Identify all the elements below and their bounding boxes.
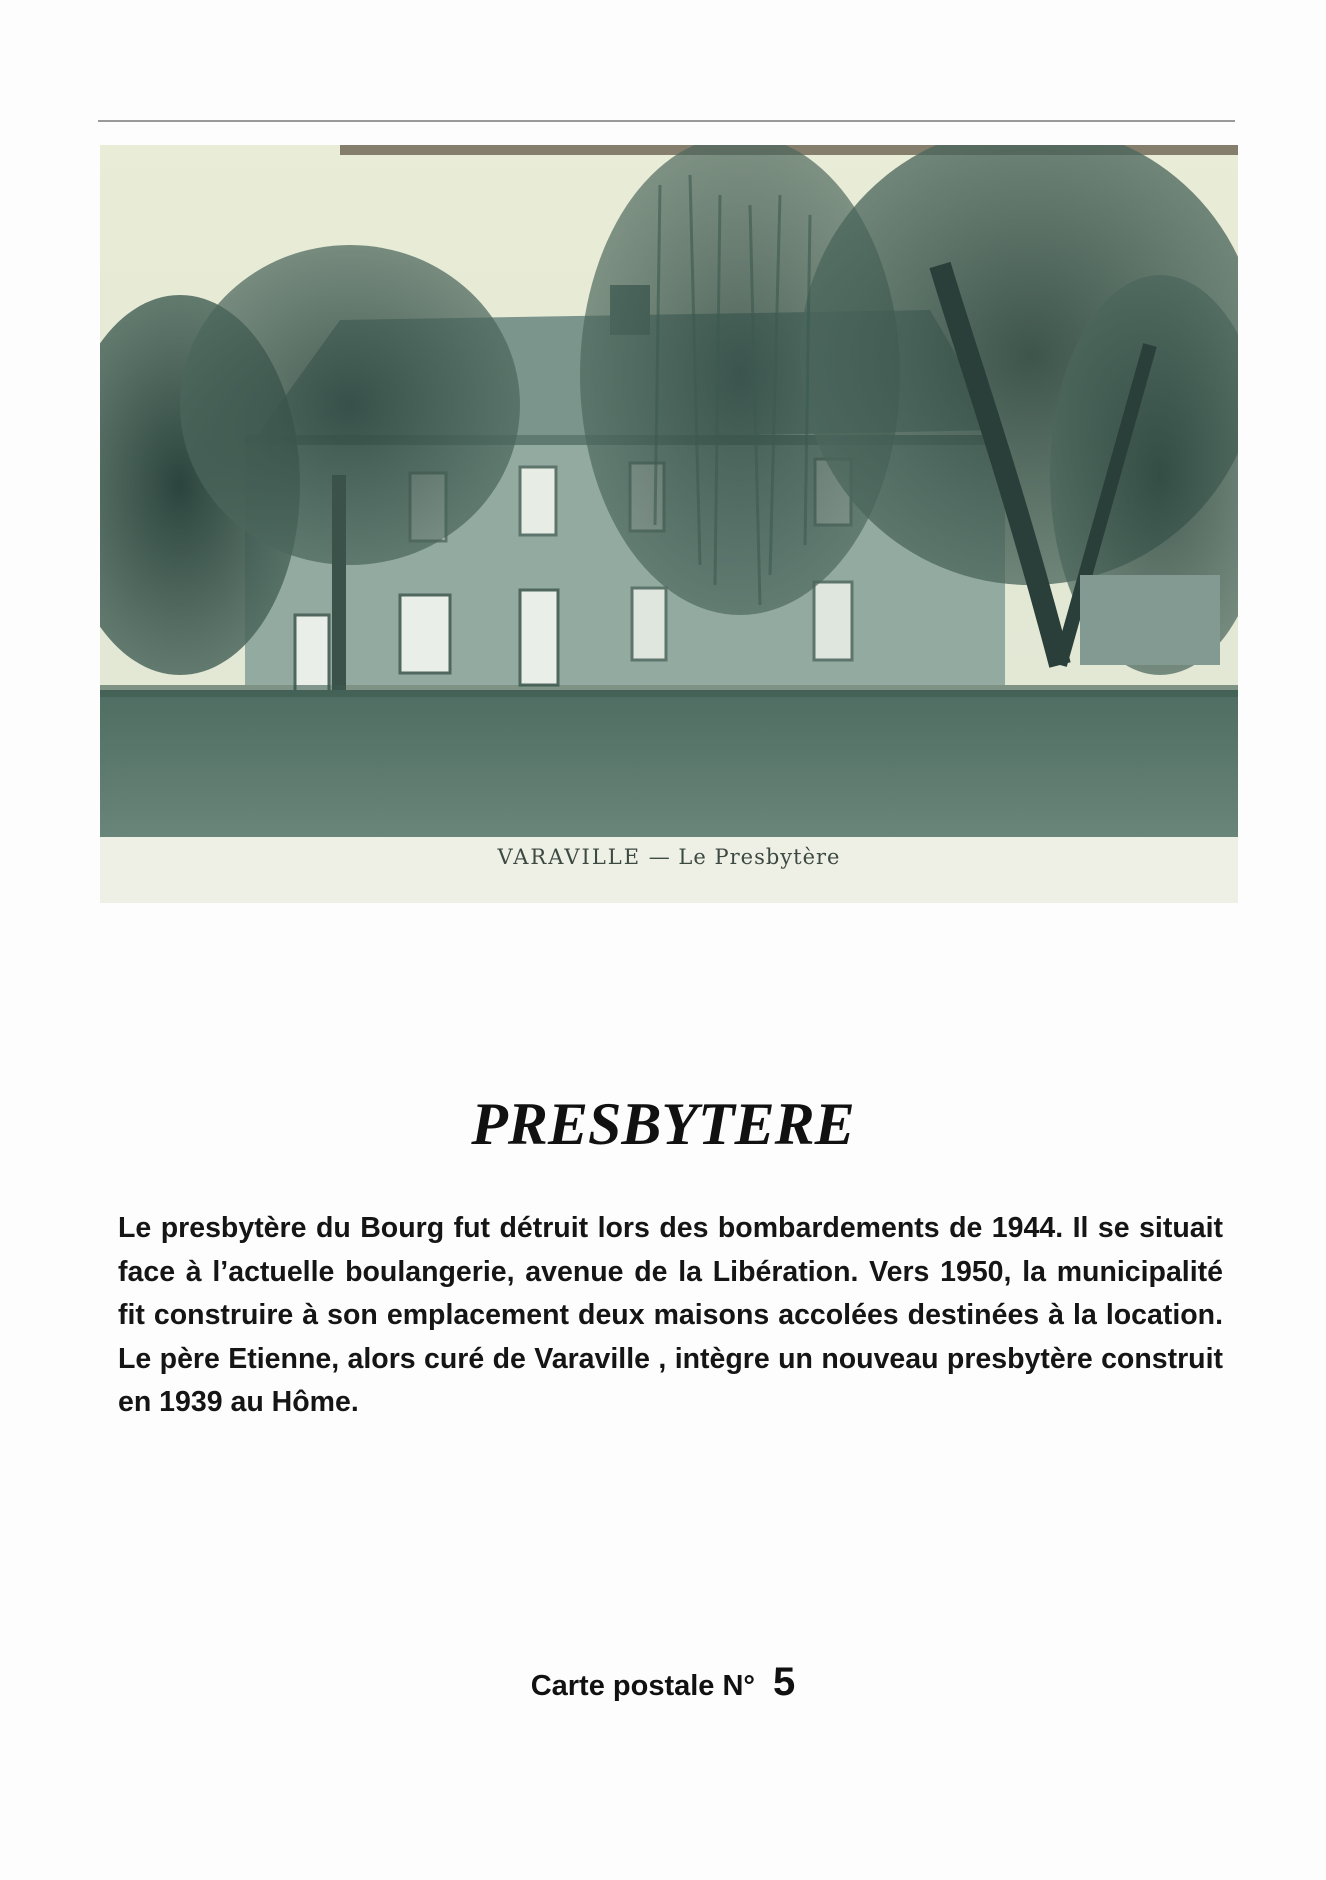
postcard-number-label: Carte postale N°	[530, 1670, 756, 1702]
page-title: PRESBYTERE	[471, 1091, 855, 1157]
postcard-number-value: 5	[773, 1660, 796, 1704]
presbytere-photo	[100, 145, 1238, 903]
caption-place: Le Presbytère	[678, 845, 841, 869]
top-rule	[98, 120, 1235, 122]
postcard-number	[0, 1660, 1326, 1705]
article-body: Le presbytère du Bourg fut détruit lors des bombardements de 1944. Il se situait face à l’actuelle boulangerie, avenue de la Libération. Vers 1950, la municipalité fit construire à son emplacement deux maisons accolées destinées à la location. Le père Etienne, alors curé de Varaville , intègre un nouveau presbytère construit en 1939 au Hôme.	[118, 1212, 1223, 1418]
caption-separator: —	[648, 845, 671, 869]
caption-town: VARAVILLE	[497, 845, 642, 869]
postcard-caption	[100, 845, 1238, 869]
postcard-photo	[100, 145, 1238, 903]
